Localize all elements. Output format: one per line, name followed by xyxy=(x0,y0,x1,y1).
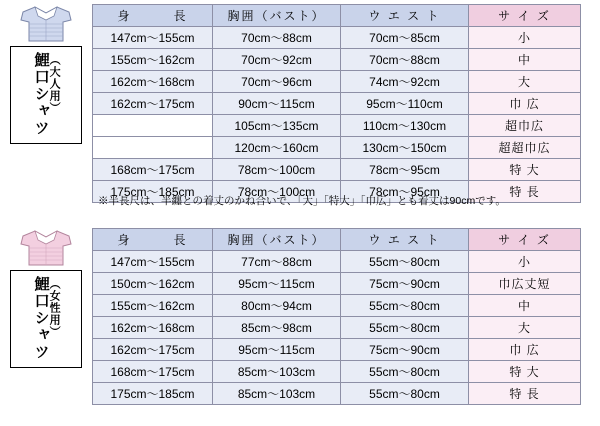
column-header-waist: ウ エ ス ト xyxy=(341,229,469,251)
cell-waist: 110cm〜130cm xyxy=(341,115,469,137)
cell-size: 中 xyxy=(469,49,581,71)
cell-bust: 85cm〜98cm xyxy=(213,317,341,339)
cell-waist: 55cm〜80cm xyxy=(341,295,469,317)
cell-waist: 78cm〜95cm xyxy=(341,159,469,181)
ladies-label-box xyxy=(10,270,82,368)
cell-waist: 70cm〜85cm xyxy=(341,27,469,49)
cell-waist: 75cm〜90cm xyxy=(341,339,469,361)
garment-illustration-adult xyxy=(15,4,77,44)
cell-size: 特 大 xyxy=(469,361,581,383)
table-row xyxy=(93,49,581,71)
adult-table-head xyxy=(93,5,581,27)
table-header-row xyxy=(93,5,581,27)
column-header-waist: ウ エ ス ト xyxy=(341,5,469,27)
adult-size-block xyxy=(0,4,600,203)
cell-bust: 78cm〜100cm xyxy=(213,159,341,181)
cell-bust: 70cm〜88cm xyxy=(213,27,341,49)
cell-size: 特 大 xyxy=(469,159,581,181)
cell-bust: 77cm〜88cm xyxy=(213,251,341,273)
cell-bust: 78cm〜100cm xyxy=(213,181,341,203)
cell-size: 大 xyxy=(469,317,581,339)
ladies-size-block xyxy=(0,228,600,405)
cell-height: 162cm〜175cm xyxy=(93,93,213,115)
table-row xyxy=(93,251,581,273)
table-row xyxy=(93,339,581,361)
cell-height: 162cm〜168cm xyxy=(93,317,213,339)
ladies-size-table xyxy=(92,228,581,405)
cell-height: 150cm〜162cm xyxy=(93,273,213,295)
cell-height: 168cm〜175cm xyxy=(93,361,213,383)
table-row xyxy=(93,295,581,317)
cell-bust: 70cm〜96cm xyxy=(213,71,341,93)
cell-bust: 70cm〜92cm xyxy=(213,49,341,71)
table-row xyxy=(93,273,581,295)
adult-table-body xyxy=(93,27,581,203)
ladies-label-main: 鯉口シャツ xyxy=(32,276,49,361)
cell-waist: 55cm〜80cm xyxy=(341,383,469,405)
cell-height: 175cm〜185cm xyxy=(93,383,213,405)
adult-size-table xyxy=(92,4,581,203)
cell-size: 巾 広 xyxy=(469,339,581,361)
column-header-bust: 胸囲（バスト） xyxy=(213,229,341,251)
column-header-size: サ イ ズ xyxy=(469,229,581,251)
table-row xyxy=(93,361,581,383)
cell-height: 168cm〜175cm xyxy=(93,159,213,181)
table-row xyxy=(93,159,581,181)
cell-height-empty xyxy=(93,137,213,159)
ladies-label-column xyxy=(0,228,92,368)
cell-bust: 95cm〜115cm xyxy=(213,273,341,295)
column-header-size: サ イ ズ xyxy=(469,5,581,27)
cell-waist: 78cm〜95cm xyxy=(341,181,469,203)
table-row xyxy=(93,27,581,49)
koikuchi-shirt-adult-icon xyxy=(15,4,77,44)
cell-size: 超超巾広 xyxy=(469,137,581,159)
cell-bust: 105cm〜135cm xyxy=(213,115,341,137)
cell-size: 小 xyxy=(469,251,581,273)
cell-size: 特 長 xyxy=(469,383,581,405)
footnote-half-length: ※半長尺は、半纏との着丈のかね合いで、「大」「特大」「巾広」とも着丈は90cmです。 xyxy=(98,195,506,207)
cell-waist: 70cm〜88cm xyxy=(341,49,469,71)
cell-bust: 85cm〜103cm xyxy=(213,361,341,383)
cell-height: 162cm〜168cm xyxy=(93,71,213,93)
adult-label-main: 鯉口シャツ xyxy=(32,52,49,137)
cell-bust: 80cm〜94cm xyxy=(213,295,341,317)
cell-size: 巾 広 xyxy=(469,93,581,115)
table-row xyxy=(93,115,581,137)
cell-height: 147cm〜155cm xyxy=(93,251,213,273)
cell-bust: 95cm〜115cm xyxy=(213,339,341,361)
column-header-height: 身 長 xyxy=(93,229,213,251)
table-row xyxy=(93,317,581,339)
garment-illustration-ladies xyxy=(15,228,77,268)
cell-height: 175cm〜185cm xyxy=(93,181,213,203)
cell-bust: 90cm〜115cm xyxy=(213,93,341,115)
table-row xyxy=(93,71,581,93)
adult-label-box xyxy=(10,46,82,144)
koikuchi-shirt-ladies-icon xyxy=(15,228,77,268)
ladies-label-sub: （女性用） xyxy=(48,278,61,338)
cell-height: 155cm〜162cm xyxy=(93,295,213,317)
cell-height: 155cm〜162cm xyxy=(93,49,213,71)
table-header-row xyxy=(93,229,581,251)
cell-bust: 85cm〜103cm xyxy=(213,383,341,405)
cell-size: 中 xyxy=(469,295,581,317)
column-header-bust: 胸囲（バスト） xyxy=(213,5,341,27)
table-row xyxy=(93,137,581,159)
adult-label-column xyxy=(0,4,92,144)
cell-size: 特 長 xyxy=(469,181,581,203)
cell-size: 小 xyxy=(469,27,581,49)
cell-waist: 55cm〜80cm xyxy=(341,317,469,339)
cell-waist: 95cm〜110cm xyxy=(341,93,469,115)
cell-height: 147cm〜155cm xyxy=(93,27,213,49)
table-row xyxy=(93,93,581,115)
cell-bust: 120cm〜160cm xyxy=(213,137,341,159)
cell-waist: 55cm〜80cm xyxy=(341,361,469,383)
cell-height: 162cm〜175cm xyxy=(93,339,213,361)
cell-size: 超巾広 xyxy=(469,115,581,137)
column-header-height: 身 長 xyxy=(93,5,213,27)
cell-waist: 74cm〜92cm xyxy=(341,71,469,93)
cell-size: 大 xyxy=(469,71,581,93)
ladies-table-head xyxy=(93,229,581,251)
adult-label-sub: （大人用） xyxy=(48,54,61,114)
cell-waist: 130cm〜150cm xyxy=(341,137,469,159)
ladies-table-body xyxy=(93,251,581,405)
cell-height-empty xyxy=(93,115,213,137)
cell-waist: 75cm〜90cm xyxy=(341,273,469,295)
cell-waist: 55cm〜80cm xyxy=(341,251,469,273)
cell-size: 巾広丈短 xyxy=(469,273,581,295)
table-row xyxy=(93,383,581,405)
